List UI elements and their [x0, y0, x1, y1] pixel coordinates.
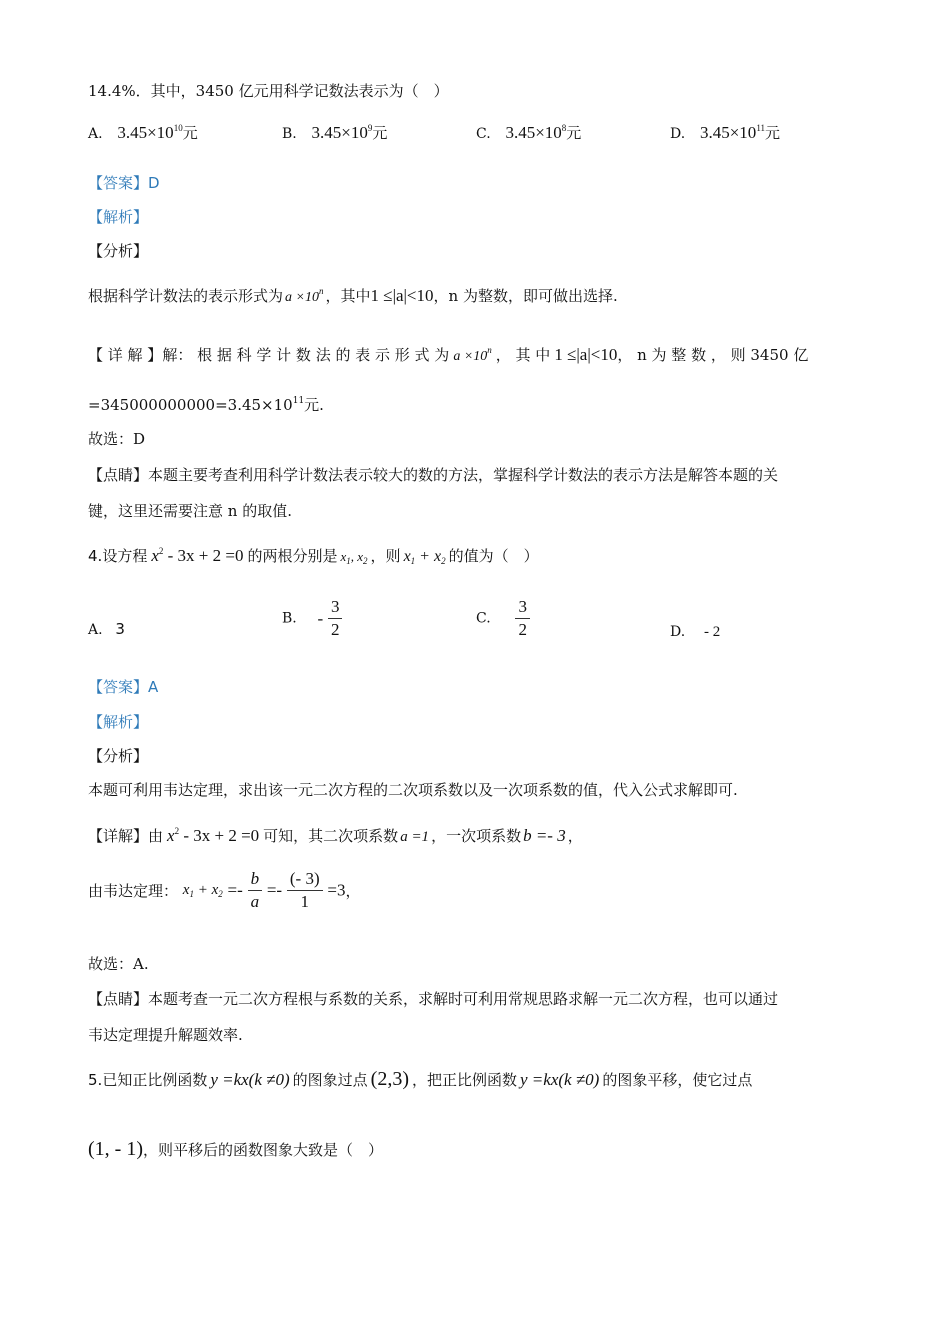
xiangjie-tag: 【详解】 — [88, 827, 149, 845]
root-sum: $x_1 + x_2$ — [182, 882, 223, 899]
option-fraction: $\frac{3}{2}$ — [328, 596, 343, 641]
q3-xiangjie-line1: 【 详 解 】解： 根 据 科 学 计 数 法 的 表 示 形 式 为 $a \times 10^n$ ， 其 中 1 ≤|a|<10， n 为 整 数 ， 则 3450 亿 — [88, 345, 809, 364]
equation: $x^2 - 3x + 2 =0$ — [151, 546, 244, 565]
q4-xiangjie-line1: 【详解】由 $x^2 - 3x + 2 =0$ 可知，其二次项系数 a =1 ，一次项系数 b =- 3 ， — [88, 826, 583, 845]
q3-xiangjie-line2: $=345000000000=3.45\times 10^{11}$元. — [88, 396, 324, 414]
point-2-3: (2,3) — [370, 1068, 409, 1090]
q4-weida-line: 由韦达定理： $x_1 + x_2$ =- $\frac{b}{a}$ =- $\frac{(- 3)}{1}$ =3， — [88, 869, 361, 911]
q4-stem: 4.设方程 $x^2 - 3x + 2 =0$ 的两根分别是 $x_1$, $x_2$ ，则 $x_1 + x_2$ 的值为（ ） — [88, 546, 539, 566]
function: y =kx(k ≠0) — [210, 1070, 290, 1089]
option-value: 3 — [115, 620, 125, 638]
option-label: D. — [670, 624, 686, 640]
q4-answer — [88, 677, 158, 697]
q3-guxuan: 故选：D — [88, 430, 146, 448]
q4-option-b[interactable] — [282, 596, 342, 641]
question-number: 4 — [88, 547, 98, 565]
q3-dianjing-line1: 【点睛】本题主要考查利用科学计数法表示较大的数的方法，掌握科学计数法的表示方法是解答本题的关 — [88, 466, 779, 484]
root-sum: $x_1 + x_2$ — [403, 548, 446, 566]
q3-option-d[interactable] — [670, 123, 780, 144]
q3-dianjing-line2: 键，这里还需要注意 n 的取值. — [88, 502, 292, 520]
option-label: C. — [476, 126, 491, 142]
q3-fenxi-text: 根据科学计数法的表示形式为 $a \times 10^n$ ，其中1 ≤|a|<10，n 为整数，即可做出选择. — [88, 286, 618, 305]
q3-option-a[interactable] — [88, 123, 198, 144]
option-label: A. — [88, 126, 103, 142]
q4-fenxi-text: 本题可利用韦达定理，求出该一元二次方程的二次项系数以及一次项系数的值，代入公式求解即可. — [88, 781, 738, 799]
function: y =kx(k ≠0) — [520, 1070, 600, 1089]
answer-value: D — [148, 174, 160, 192]
q5-stem-line2: (1, - 1)，则平移后的函数图象大致是（ ） — [88, 1138, 383, 1160]
q3-option-c[interactable] — [476, 123, 581, 144]
option-value: $3.45\times 10^8$ — [505, 123, 567, 142]
fraction-b-over-a: $\frac{b}{a}$ — [248, 868, 263, 913]
option-value: $3.45\times 10^{11}$ — [699, 123, 765, 142]
coef-a: a =1 — [400, 829, 430, 845]
dianjing-tag: 【点睛】 — [88, 466, 149, 484]
q3-option-b[interactable] — [282, 123, 387, 144]
point-1-minus1: (1, - 1) — [88, 1138, 143, 1160]
q4-fenxi-tag: 【分析】 — [88, 747, 149, 765]
dianjing-tag: 【点睛】 — [88, 990, 149, 1008]
coef-b: b =- 3 — [523, 826, 566, 845]
roots: $x_1$, $x_2$ — [340, 549, 368, 566]
option-unit: 元 — [182, 124, 198, 142]
question-number: 5 — [88, 1071, 98, 1089]
q4-option-c[interactable] — [476, 596, 530, 641]
option-sign: - — [317, 608, 324, 628]
option-label: C. — [476, 610, 491, 627]
option-value: - 2 — [703, 624, 721, 640]
option-label: D. — [670, 126, 686, 142]
option-unit: 元 — [764, 124, 780, 142]
option-label: A. — [88, 622, 103, 638]
option-label: B. — [282, 610, 297, 627]
answer-tag: 【答案】 — [88, 678, 149, 696]
answer-value: A — [148, 678, 159, 696]
q3-intro: 14.4%．其中，3450 亿元用科学记数法表示为（ ） — [88, 82, 449, 100]
option-value: $3.45\times 10^{10}$ — [117, 123, 183, 142]
option-unit: 元 — [566, 124, 582, 142]
xiangjie-tag: 【 详 解 】 — [88, 346, 163, 364]
formula-a-times-10-n: $a \times 10^n$ — [285, 286, 324, 305]
q4-dianjing-line2: 韦达定理提升解题效率. — [88, 1026, 243, 1044]
formula-a-times-10-n: $a \times 10^n$ — [453, 345, 492, 364]
answer-tag: 【答案】 — [88, 174, 149, 192]
q5-stem-line1: 5.已知正比例函数 y =kx(k ≠0) 的图象过点 (2,3) ，把正比例函数 y =kx(k ≠0) 的图象平移，使它过点 — [88, 1068, 753, 1090]
equation: $x^2 - 3x + 2 =0$ — [167, 826, 260, 845]
option-label: B. — [282, 126, 297, 142]
q3-fenxi-tag: 【分析】 — [88, 242, 149, 260]
q4-dianjing-line1: 【点睛】本题考查一元二次方程根与系数的关系，求解时可利用常规思路求解一元二次方程，也可以通过 — [88, 990, 779, 1008]
q4-guxuan: 故选：A. — [88, 955, 149, 973]
q4-jiexi-tag: 【解析】 — [88, 713, 149, 731]
option-fraction: $\frac{3}{2}$ — [515, 596, 530, 641]
q4-option-d[interactable] — [670, 621, 720, 642]
option-value: $3.45\times 10^9$ — [311, 123, 373, 142]
q3-answer — [88, 173, 160, 193]
option-unit: 元 — [372, 124, 388, 142]
q4-option-a[interactable] — [88, 619, 125, 640]
fraction-minus3-over-1: $\frac{(- 3)}{1}$ — [287, 868, 323, 913]
formula-range: 1 ≤|a|<10 — [554, 345, 618, 364]
formula-range: 1 ≤|a|<10 — [370, 286, 434, 305]
q3-jiexi-tag: 【解析】 — [88, 208, 149, 226]
